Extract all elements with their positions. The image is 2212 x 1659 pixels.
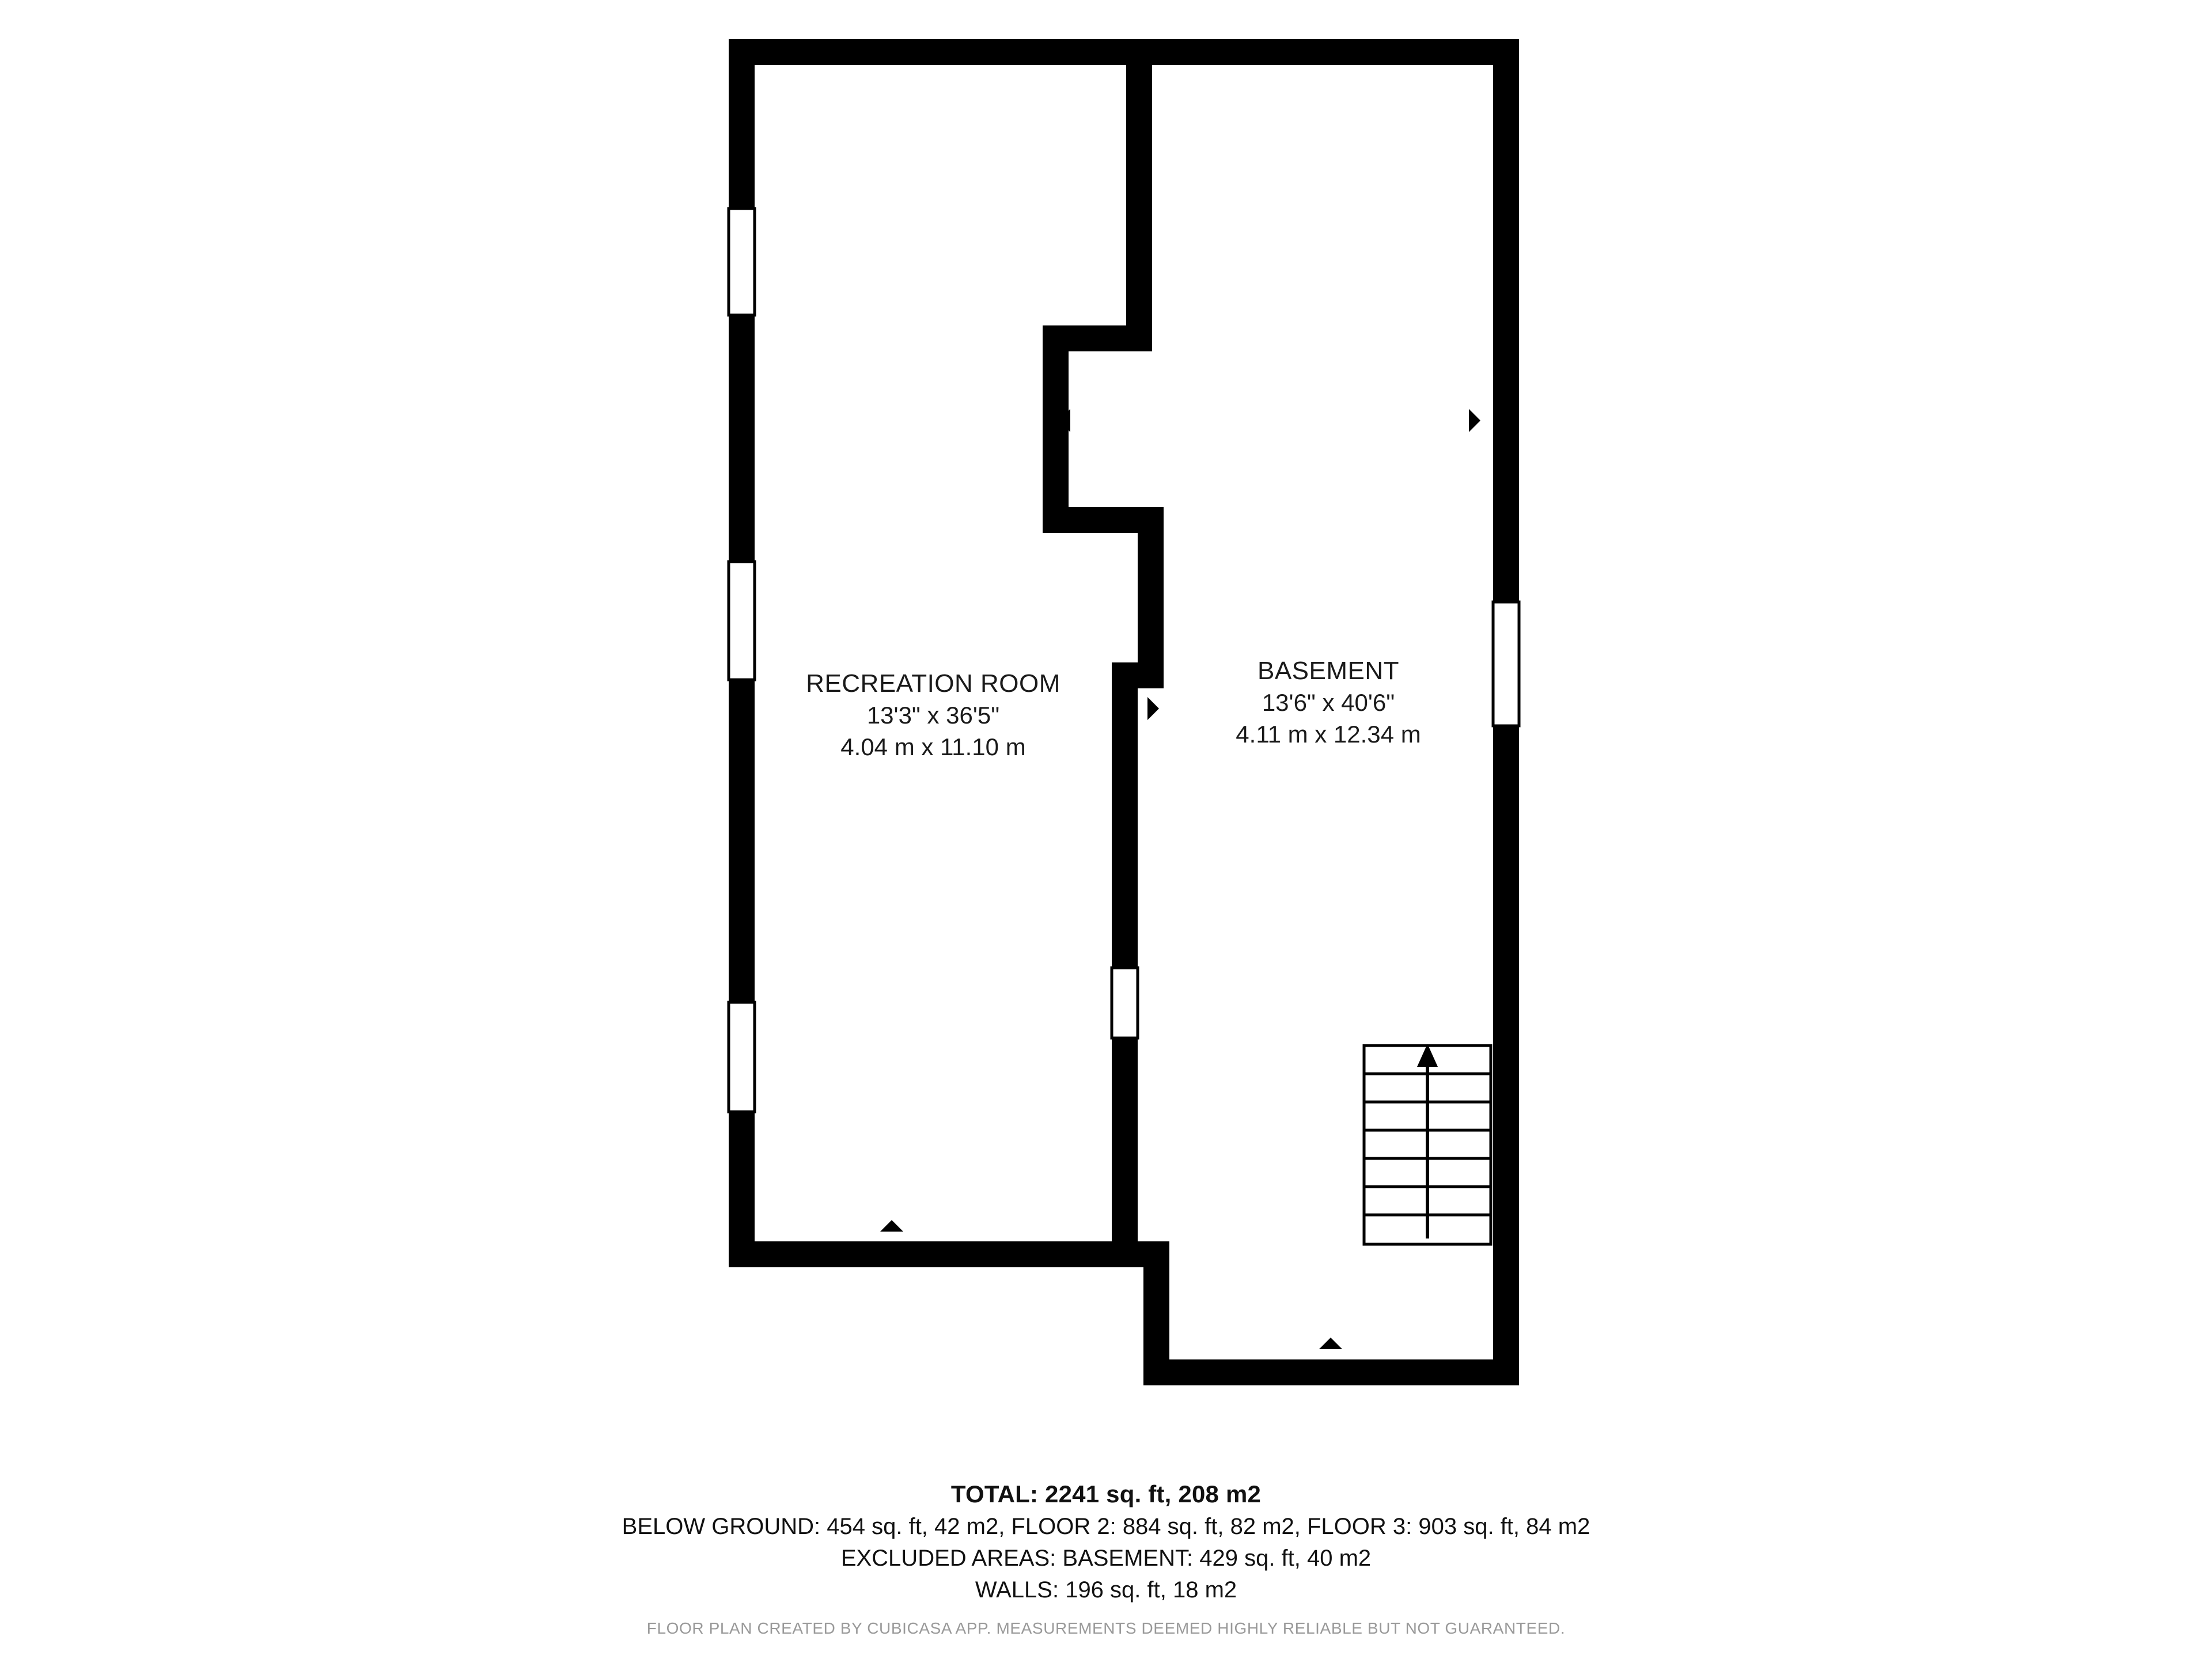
room-dimensions-metric: 4.11 m x 12.34 m <box>1236 720 1421 748</box>
room-dimensions-metric: 4.04 m x 11.10 m <box>840 733 1026 760</box>
area-summary <box>0 1480 2212 1638</box>
room-name: BASEMENT <box>1257 657 1400 685</box>
room-name: RECREATION ROOM <box>806 669 1060 698</box>
room-dimensions-imperial: 13'6" x 40'6" <box>1262 689 1395 717</box>
room-dimensions-imperial: 13'3" x 36'5" <box>866 702 1000 729</box>
total-area: TOTAL: 2241 sq. ft, 208 m2 <box>950 1480 1262 1508</box>
walls-area: WALLS: 196 sq. ft, 18 m2 <box>975 1577 1237 1603</box>
staircase <box>1364 1044 1491 1244</box>
room-label-recreation-room <box>755 667 1112 763</box>
room-label-basement <box>1164 654 1493 750</box>
door-opening <box>1112 968 1138 1038</box>
excluded-areas: EXCLUDED AREAS: BASEMENT: 429 sq. ft, 40 m2 <box>840 1546 1372 1571</box>
area-breakdown: BELOW GROUND: 454 sq. ft, 42 m2, FLOOR 2: 884 sq. ft, 82 m2, FLOOR 3: 903 sq. ft, 84 m2 <box>622 1514 1590 1539</box>
creator-credit: FLOOR PLAN CREATED BY CUBICASA APP. MEASUREMENTS DEEMED HIGHLY RELIABLE BUT NOT GUARANTEED. <box>646 1619 1566 1637</box>
